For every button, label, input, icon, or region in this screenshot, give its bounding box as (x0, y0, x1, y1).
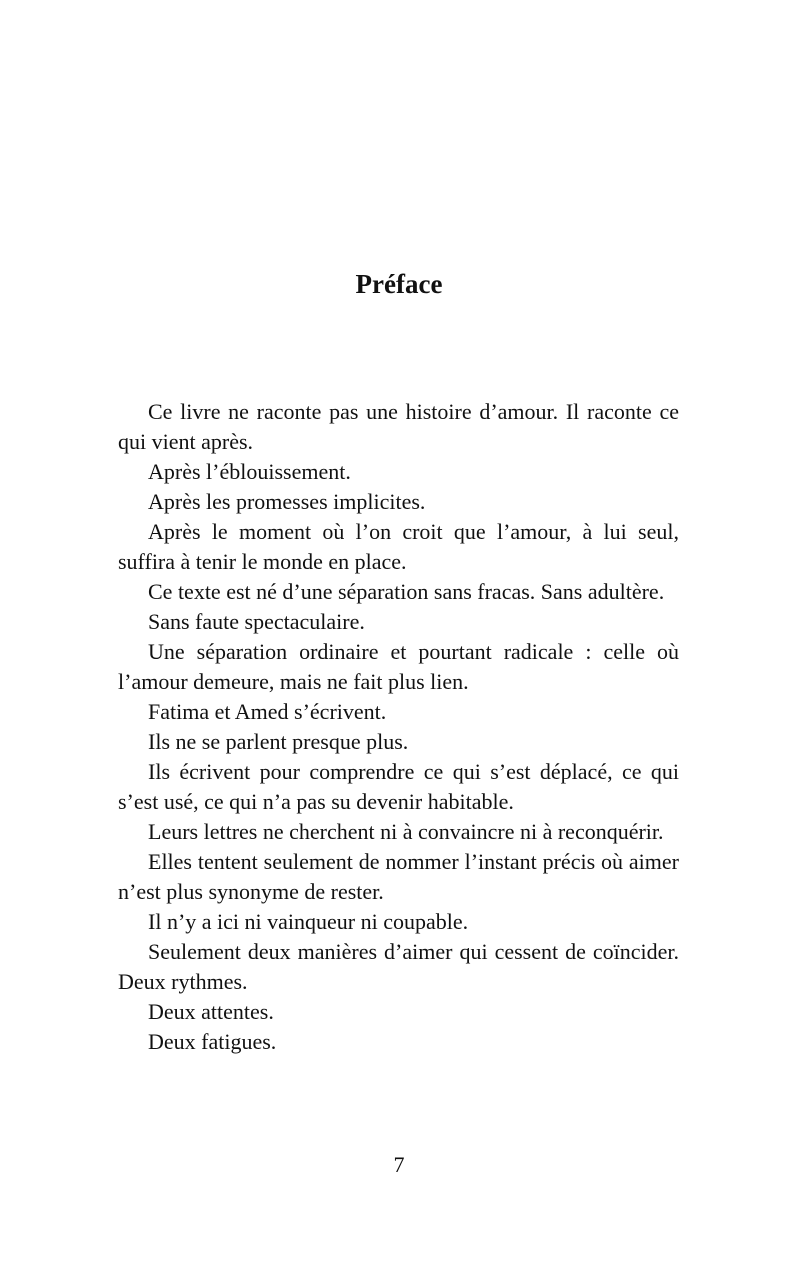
paragraph: Ce texte est né d’une séparation sans fracas. Sans adultère. (148, 579, 665, 604)
page-title: Préface (355, 269, 443, 299)
paragraph: Deux fatigues. (148, 1029, 277, 1054)
paragraph: Après les promesses implicites. (148, 489, 426, 514)
paragraph: Après l’éblouissement. (148, 459, 351, 484)
paragraph: Elles tentent seulement de nommer l’instant précis où aimer n’est plus synonyme de rester. (118, 849, 679, 904)
paragraph: Il n’y a ici ni vainqueur ni coupable. (148, 909, 469, 934)
paragraph: Une séparation ordinaire et pourtant radicale : celle où l’amour demeure, mais ne fait plus lien. (118, 639, 679, 694)
paragraph: Sans faute spectaculaire. (148, 609, 365, 634)
paragraph: Ce livre ne raconte pas une histoire d’amour. Il raconte ce qui vient après. (118, 399, 679, 454)
paragraph: Seulement deux manières d’aimer qui cessent de coïncider. Deux rythmes. (118, 939, 679, 994)
preface-body (118, 397, 679, 1057)
paragraph: Après le moment où l’on croit que l’amour, à lui seul, suffira à tenir le monde en place. (118, 519, 679, 574)
paragraph: Leurs lettres ne cherchent ni à convaincre ni à reconquérir. (148, 819, 664, 844)
paragraph: Deux attentes. (148, 999, 274, 1024)
paragraph: Fatima et Amed s’écrivent. (148, 699, 387, 724)
paragraph: Ils ne se parlent presque plus. (148, 729, 409, 754)
page-number: 7 (393, 1152, 405, 1177)
paragraph: Ils écrivent pour comprendre ce qui s’est déplacé, ce qui s’est usé, ce qui n’a pas su devenir habitable. (118, 759, 679, 814)
